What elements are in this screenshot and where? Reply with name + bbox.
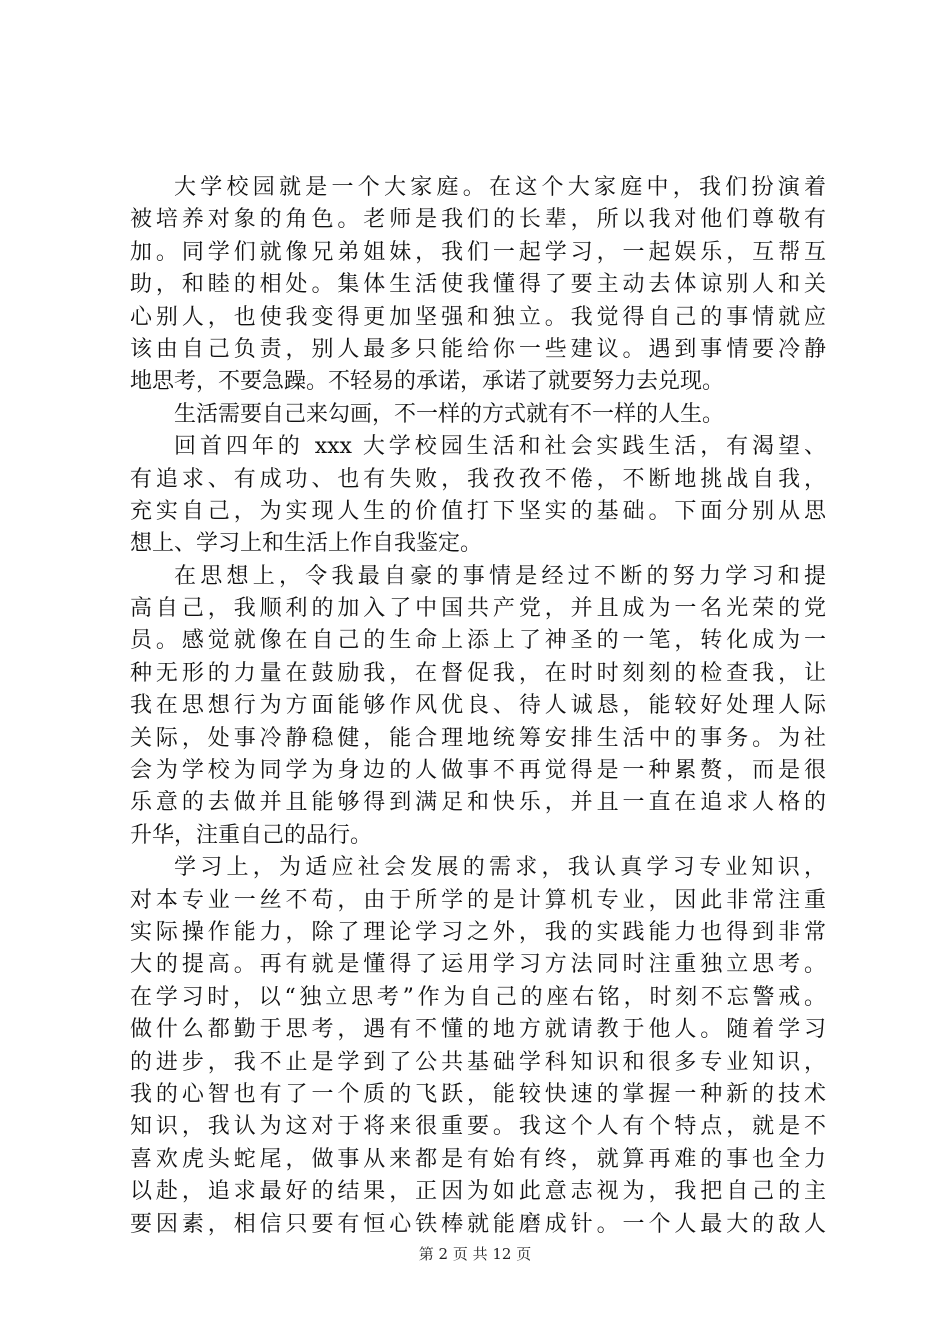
text-line: 的进步，我不止是学到了公共基础学科知识和很多专业知识， [130,1049,826,1075]
text-line: 种无形的力量在鼓励我，在督促我，在时时刻刻的检查我，让 [130,660,826,686]
text-line: 员。感觉就像在自己的生命上添上了神圣的一笔，转化成为一 [130,628,826,654]
text-line: 助，和睦的相处。集体生活使我懂得了要主动去体谅别人和关 [130,272,826,298]
text-line: 我的心智也有了一个质的飞跃，能较快速的掌握一种新的技术 [130,1081,826,1107]
text-line: 关际，处事冷静稳健，能合理地统筹安排生活中的事务。为社 [130,725,826,751]
text-line: 喜欢虎头蛇尾，做事从来都是有始有终，就算再难的事也全力 [130,1146,826,1172]
text-line: 有追求、有成功、也有失败，我孜孜不倦，不断地挑战自我， [130,466,826,492]
text-line: 对本专业一丝不苟，由于所学的是计算机专业，因此非常注重 [130,887,826,913]
text-line: 要因素，相信只要有恒心铁棒就能磨成针。一个人最大的敌人 [130,1211,826,1237]
text-line: 实际操作能力，除了理论学习之外，我的实践能力也得到非常 [130,919,826,945]
text-line: 该由自己负责，别人最多只能给你一些建议。遇到事情要冷静 [130,336,826,362]
text-line: 大的提高。再有就是懂得了运用学习方法同时注重独立思考。 [130,952,826,978]
text-line: 学习上，为适应社会发展的需求，我认真学习专业知识， [174,855,826,881]
text-line: 在思想上，令我最自豪的事情是经过不断的努力学习和提 [174,563,826,589]
text-line: 大学校园就是一个大家庭。在这个大家庭中，我们扮演着 [174,175,826,200]
text-line: 心别人，也使我变得更加坚强和独立。我觉得自己的事情就应 [130,304,826,330]
text-line: 充实自己，为实现人生的价值打下坚实的基础。下面分别从思 [130,498,826,524]
text-line: 地思考，不要急躁。不轻易的承诺，承诺了就要努力去兑现。 [130,369,725,395]
text-line: 做什么都勤于思考，遇有不懂的地方就请教于他人。随着学习 [130,1017,826,1043]
text-line: 以赴，追求最好的结果，正因为如此意志视为，我把自己的主 [130,1179,826,1205]
document-body [130,172,826,1241]
text-line: 知识，我认为这对于将来很重要。我这个人有个特点，就是不 [130,1114,826,1140]
text-line: 我在思想行为方面能够作风优良、待人诚恳，能较好处理人际 [130,693,826,719]
text-line: 想上、学习上和生活上作自我鉴定。 [130,531,483,557]
text-line: 乐意的去做并且能够得到满足和快乐，并且一直在追求人格的 [130,790,826,816]
text-line: 会为学校为同学为身边的人做事不再觉得是一种累赘，而是很 [130,758,826,784]
text-line: 回首四年的 xxx 大学校园生活和社会实践生活，有渴望、 [174,434,826,460]
text-line: 生活需要自己来勾画，不一样的方式就有不一样的人生。 [174,401,725,427]
text-line: 加。同学们就像兄弟姐妹，我们一起学习，一起娱乐，互帮互 [130,239,826,265]
page-footer: 第 2 页 共 12 页 [418,1245,532,1263]
text-line: 被培养对象的角色。老师是我们的长辈，所以我对他们尊敬有 [130,207,826,233]
text-line: 升华，注重自己的品行。 [130,822,373,848]
text-line: 高自己，我顺利的加入了中国共产党，并且成为一名光荣的党 [130,596,826,622]
text-line: 在学习时，以“独立思考”作为自己的座右铭，时刻不忘警戒。 [130,984,826,1010]
